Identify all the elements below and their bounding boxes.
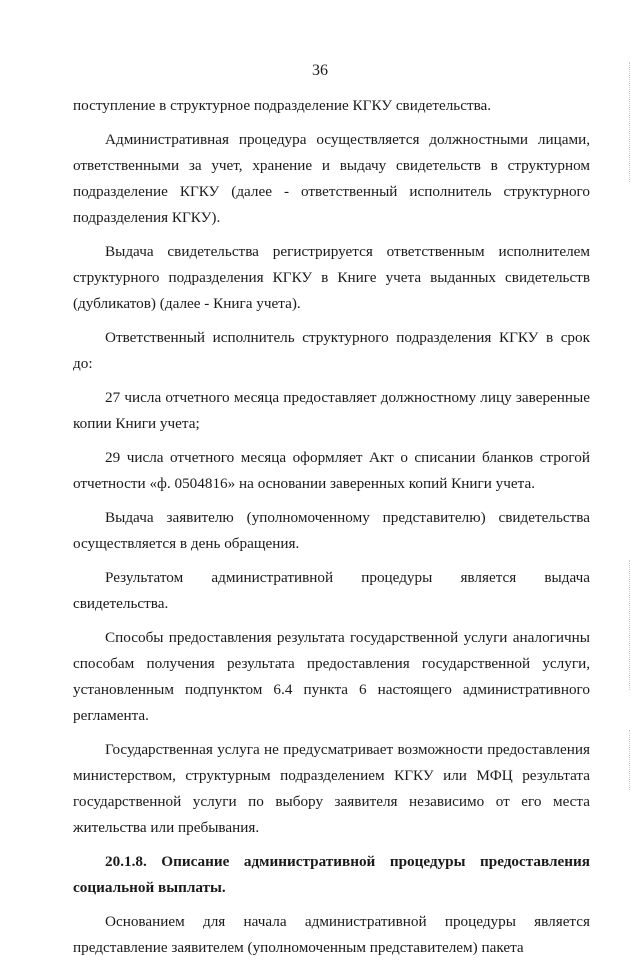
paragraph: Результатом административной процедуры является выдача свидетельства.: [73, 569, 590, 612]
paragraph: поступление в структурное подразделение КГКУ свидетельства.: [73, 97, 492, 114]
paragraph: Основанием для начала административной процедуры является представление заявителем (уполномоченным представителем) пакета: [73, 913, 590, 956]
paragraph: 29 числа отчетного месяца оформляет Акт о списании бланков строгой отчетности «ф. 0504816» на основании заверенных копий Книги учета.: [73, 449, 590, 492]
paragraph: Административная процедура осуществляется должностными лицами, ответственными за учет, хранение и выдачу свидетельств в структурном подразделение КГКУ (далее - ответственный исполнитель структурного подразделения КГКУ).: [73, 131, 590, 226]
paragraph: 27 числа отчетного месяца предоставляет должностному лицу заверенные копии Книги учета;: [73, 389, 590, 432]
paragraph: Ответственный исполнитель структурного подразделения КГКУ в срок до:: [73, 329, 590, 372]
paragraph: Государственная услуга не предусматривает возможности предоставления министерством, структурным подразделением КГКУ или МФЦ результата государственной услуги по выбору заявителя независимо от его места жительства или пребывания.: [73, 741, 590, 836]
scan-artifact: [629, 62, 631, 182]
scan-artifact: [629, 560, 631, 690]
paragraph: Выдача свидетельства регистрируется ответственным исполнителем структурного подразделения КГКУ в Книге учета выданных свидетельств (дубликатов) (далее - Книга учета).: [73, 243, 590, 312]
paragraph: Выдача заявителю (уполномоченному представителю) свидетельства осуществляется в день обращения.: [73, 509, 590, 552]
page-number: 36: [312, 62, 328, 79]
section-heading: 20.1.8. Описание административной процедуры предоставления социальной выплаты.: [73, 853, 590, 896]
scan-artifact: [629, 730, 631, 790]
paragraph: Способы предоставления результата государственной услуги аналогичны способам получения результата предоставления государственной услуги, установленным подпунктом 6.4 пункта 6 настоящего административного регламента.: [73, 629, 590, 724]
page-body: [73, 93, 590, 961]
